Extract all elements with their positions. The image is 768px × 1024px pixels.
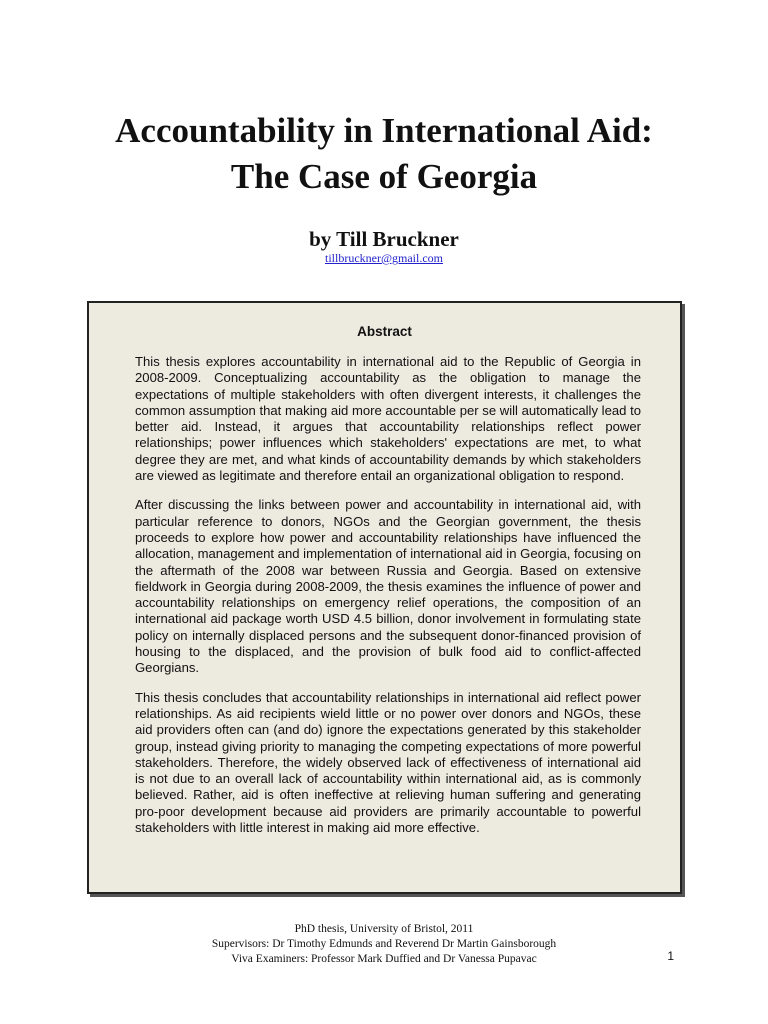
title-line-2: The Case of Georgia	[230, 157, 538, 196]
document-title	[0, 108, 768, 200]
email-link[interactable]: tillbruckner@gmail.com	[324, 251, 444, 265]
abstract-paragraph-2: After discussing the links between power and accountability in international aid, with particular reference to donors, NGOs and the Georgian government, the thesis proceeds to explore how power and accountability relationships have influenced the allocation, management and implementation of international aid in Georgia, focusing on the aftermath of the 2008 war between Russia and Georgia. Based on extensive fieldwork in Georgia during 2008-2009, the thesis examines the influence of power and accountability relationships on emergency relief operations, the composition of an international aid package worth USD 4.5 billion, donor involvement in formulating state policy on internally displaced persons and the subsequent donor-financed provision of housing to the displaced, and the provision of bulk food aid to conflict-affected Georgians.	[135, 497, 641, 676]
thesis-info-footer	[0, 922, 768, 967]
title-line-1: Accountability in International Aid:	[115, 111, 653, 150]
footer-line-supervisors: Supervisors: Dr Timothy Edmunds and Reverend Dr Martin Gainsborough	[211, 938, 557, 950]
author-byline: by Till Bruckner	[309, 227, 459, 251]
footer-line-thesis: PhD thesis, University of Bristol, 2011	[294, 923, 474, 935]
abstract-body	[135, 354, 641, 849]
footer-line-examiners: Viva Examiners: Professor Mark Duffied and Dr Vanessa Pupavac	[231, 953, 537, 965]
abstract-heading: Abstract	[357, 324, 412, 339]
page-number: 1	[667, 949, 674, 963]
abstract-box	[87, 301, 682, 894]
author-email	[0, 251, 768, 265]
abstract-paragraph-3: This thesis concludes that accountability relationships in international aid reflect power relationships. As aid recipients wield little or no power over donors and NGOs, these aid providers often can (and do) ignore the expectations generated by this stakeholder group, instead giving priority to managing the competing expectations of more powerful stakeholders. Therefore, the widely observed lack of effectiveness of international aid is not due to an overall lack of accountability within international aid, as is commonly believed. Rather, aid is often ineffective at relieving human suffering and generating pro-poor development because aid providers are primarily accountable to powerful stakeholders with little interest in making aid more effective.	[135, 689, 641, 836]
abstract-paragraph-1: This thesis explores accountability in international aid to the Republic of Georgia in 2008-2009. Conceptualizing accountability as the obligation to manage the expectations of multiple stakeholders with often divergent interests, it challenges the common assumption that making aid more accountable per se will automatically lead to better aid. Instead, it argues that accountability relationships reflect power relationships; power influences which stakeholders' expectations are met, to what degree they are met, and what kinds of accountability demands by which stakeholders are viewed as legitimate and therefore entail an organizational obligation to respond.	[135, 354, 641, 484]
